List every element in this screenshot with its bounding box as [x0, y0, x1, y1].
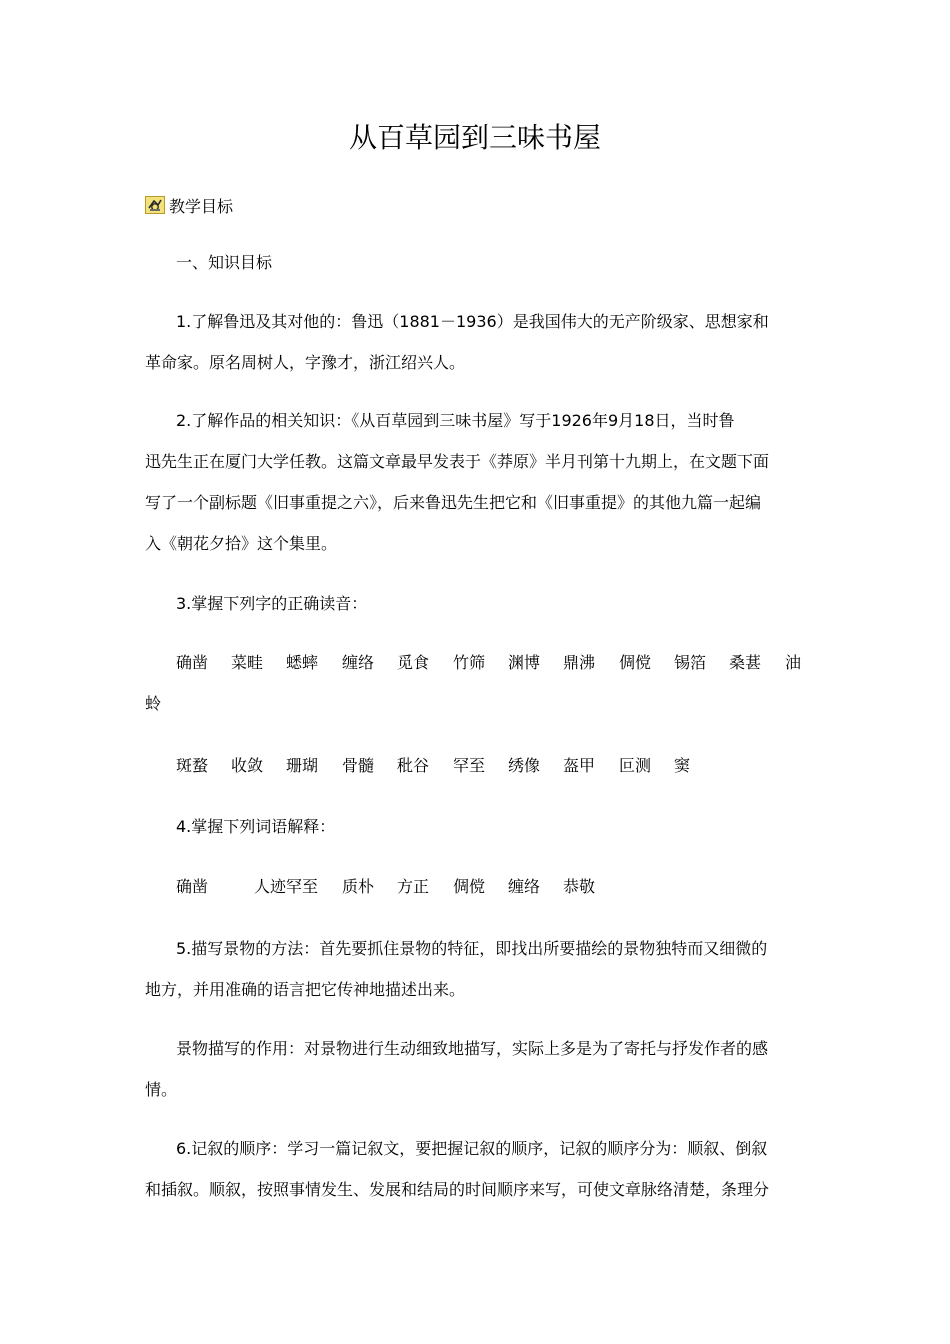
item5-line2: 地方，并用准确的语言把它传神地描述出来。	[145, 980, 466, 999]
item6-line2: 和插叙。顺叙，按照事情发生、发展和结局的时间顺序来写，可使文章脉络清楚，条理分	[145, 1180, 770, 1199]
item5-line4: 情。	[145, 1080, 178, 1099]
word: 绣像	[508, 756, 541, 775]
word: 确凿	[176, 877, 209, 896]
word: 竹筛	[453, 653, 486, 672]
item4-heading: 4.掌握下列词语解释：	[176, 817, 336, 836]
word: 缠络	[508, 877, 541, 896]
item2-line3: 写了一个副标题《旧事重提之六》，后来鲁迅先生把它和《旧事重提》的其他九篇一起编	[145, 493, 762, 512]
item6-line1: 6.记叙的顺序：学习一篇记叙文，要把握记叙的顺序，记叙的顺序分为：顺叙、倒叙	[176, 1139, 768, 1158]
item2-line2: 迅先生正在厦门大学任教。这篇文章最早发表于《莽原》半月刊第十九期上，在文题下面	[145, 452, 770, 471]
word: 人迹罕至	[254, 877, 319, 896]
pronunciation-row-1-wrap: 蛉	[145, 694, 162, 713]
word: 罕至	[453, 756, 486, 775]
word: 倜傥	[453, 877, 486, 896]
word: 倜傥	[619, 653, 652, 672]
word: 锡箔	[674, 653, 707, 672]
word: 鼎沸	[563, 653, 596, 672]
word: 收敛	[231, 756, 264, 775]
word: 蟋蟀	[286, 653, 319, 672]
section-label: 教学目标	[169, 196, 234, 216]
word: 窦	[674, 756, 691, 775]
item5-line3: 景物描写的作用：对景物进行生动细致地描写，实际上多是为了寄托与抒发作者的感	[176, 1039, 769, 1058]
word: 盔甲	[563, 756, 596, 775]
item2-line1: 2.了解作品的相关知识：《从百草园到三味书屋》写于1926年9月18日，当时鲁	[176, 411, 735, 430]
section-heading	[145, 193, 233, 217]
word: 斑蝥	[176, 756, 209, 775]
page-title: 从百草园到三味书屋	[348, 121, 601, 154]
word: 叵测	[619, 756, 652, 775]
book-icon	[145, 196, 165, 214]
word: 确凿	[176, 653, 209, 672]
word: 骨髓	[342, 756, 375, 775]
item2-line4: 入《朝花夕拾》这个集里。	[145, 534, 338, 553]
word: 质朴	[342, 877, 375, 896]
item3-heading: 3.掌握下列字的正确读音：	[176, 594, 368, 613]
word: 桑葚	[729, 653, 762, 672]
word: 油	[785, 653, 802, 672]
word: 秕谷	[397, 756, 430, 775]
item1-line1: 1.了解鲁迅及其对他的：鲁迅（1881－1936）是我国伟大的无产阶级家、思想家和	[176, 312, 769, 331]
item5-line1: 5.描写景物的方法：首先要抓住景物的特征，即找出所要描绘的景物独特而又细微的	[176, 939, 768, 958]
word: 觅食	[397, 653, 430, 672]
knowledge-heading: 一、知识目标	[176, 253, 273, 272]
word: 渊博	[508, 653, 541, 672]
word: 珊瑚	[286, 756, 319, 775]
word: 方正	[397, 877, 430, 896]
word: 菜畦	[231, 653, 264, 672]
word: 缠络	[342, 653, 375, 672]
word: 恭敬	[563, 877, 596, 896]
item1-line2: 革命家。原名周树人，字豫才，浙江绍兴人。	[145, 353, 466, 372]
